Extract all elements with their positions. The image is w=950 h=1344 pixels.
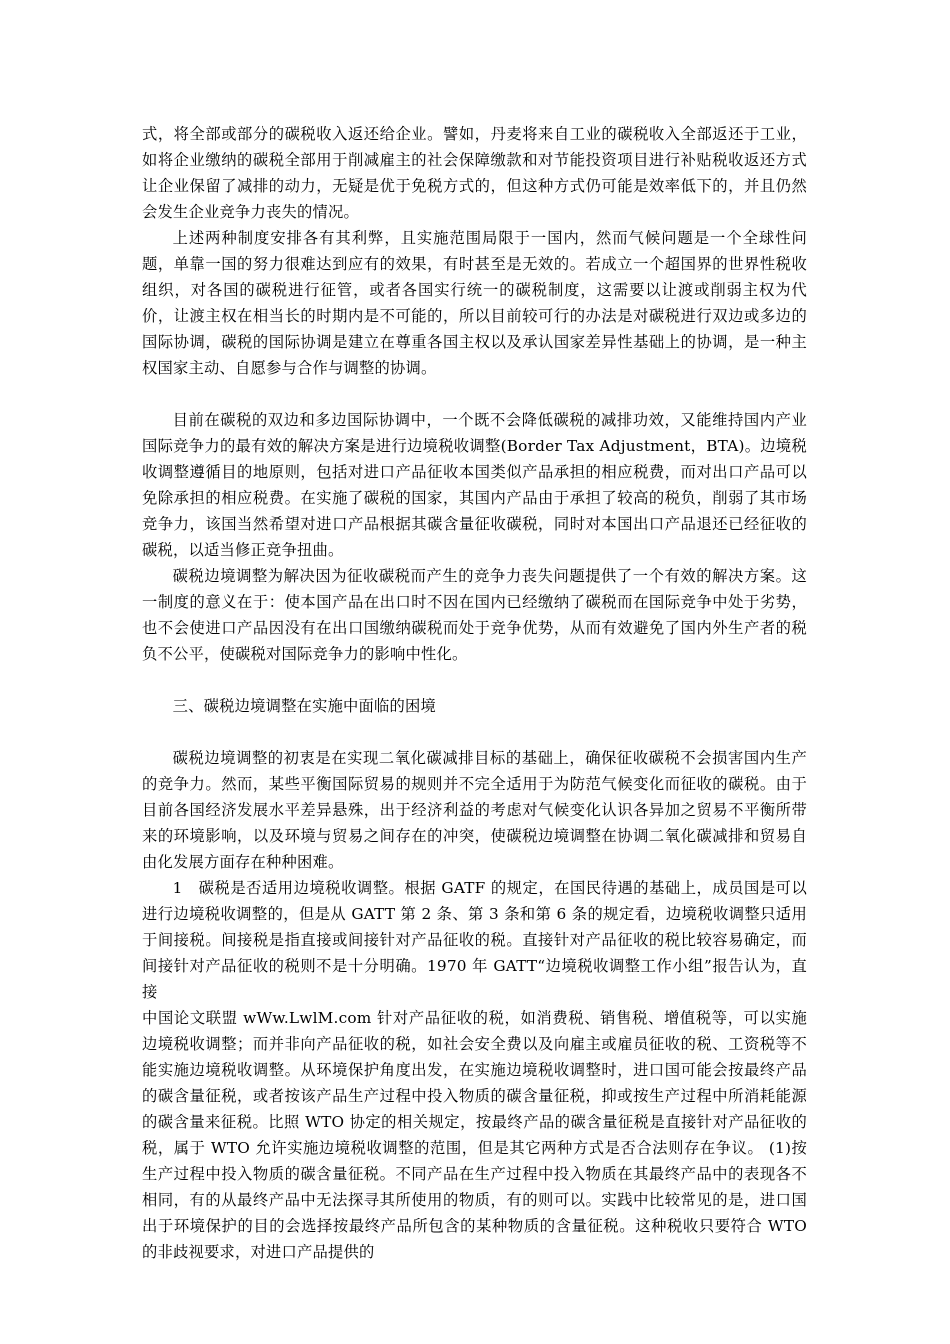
section-heading: 三、碳税边境调整在实施中面临的困境: [172, 697, 437, 715]
paragraph-bta-significance: 碳税边境调整为解决因为征收碳税而产生的竞争力丧失问题提供了一个有效的解决方案。这一制度的意义在于：使本国产品在出口时不因在国内已经缴纳了碳税而在国际竞争中处于劣势，也不会使进口产品因没有在出口国缴纳碳税而处于竞争优势，从而有效避免了国内外生产者的税负不公平，使碳税对国际竞争力的影响中性化。: [142, 567, 807, 663]
paragraph-difficulties: 碳税边境调整的初衷是在实现二氧化碳减排目标的基础上，确保征收碳税不会损害国内生产的竞争力。然而，某些平衡国际贸易的规则并不完全适用于为防范气候变化而征收的碳税。由于目前各国经济发展水平差异悬殊，出于经济利益的考虑对气候变化认识各异加之贸易不平衡所带来的环境影响，以及环境与贸易之间存在的冲突，使碳税边境调整在协调二氧化碳减排和贸易自由化发展方面存在种种困难。: [142, 749, 807, 871]
paragraph-point-1-continued: 中国论文联盟 wWw.LwlM.com 针对产品征收的税，如消费税、销售税、增值税等，可以实施边境税收调整；而并非向产品征收的税，如社会安全费以及向雇主或雇员征收的税、工资税等不能实施边境税收调整。从环境保护角度出发，在实施边境税收调整时，进口国可能会按最终产品的碳含量征税，或者按该产品生产过程中投入物质的碳含量征税，抑或按生产过程中所消耗能源的碳含量来征税。比照 WTO 协定的相关规定，按最终产品的碳含量征税是直接针对产品征收的税，属于 WTO 允许实施边境税收调整的范围，但是其它两种方式是否合法则存在争议。 (1)按生产过程中投入物质的碳含量征税。不同产品在生产过程中投入物质在其最终产品中的表现各不相同，有的从最终产品中无法探寻其所使用的物质，有的则可以。实践中比较常见的是，进口国出于环境保护的目的会选择按最终产品所包含的某种物质的含量征税。这种税收只要符合 WTO 的非歧视要求，对进口产品提供的: [142, 1009, 807, 1261]
paragraph-point-1: 1 碳税是否适用边境税收调整。根据 GATF 的规定，在国民待遇的基础上，成员国是可以进行边境税收调整的，但是从 GATT 第 2 条、第 3 条和第 6 条的规定看，边境税收调整只适用于间接税。间接税是指直接或间接针对产品征收的税。直接针对产品征收的税比较容易确定，而间接针对产品征收的税则不是十分明确。1970 年 GATT“边境税收调整工作小组”报告认为，直接: [142, 879, 807, 1001]
document-body: [142, 121, 807, 1265]
paragraph-continued: 式，将全部或部分的碳税收入返还给企业。譬如，丹麦将来自工业的碳税收入全部返还于工业，如将企业缴纳的碳税全部用于削减雇主的社会保障缴款和对节能投资项目进行补贴税收返还方式让企业保留了减排的动力，无疑是优于免税方式的，但这种方式仍可能是效率低下的，并且仍然会发生企业竞争力丧失的情况。: [142, 125, 807, 221]
paragraph-bta-intro: 目前在碳税的双边和多边国际协调中，一个既不会降低碳税的减排功效，又能维持国内产业国际竞争力的最有效的解决方案是进行边境税收调整(Border Tax Adjustment，BTA)。边境税收调整遵循目的地原则，包括对进口产品征收本国类似产品承担的相应税费，而对出口产品可以免除承担的相应税费。在实施了碳税的国家，其国内产品由于承担了较高的税负，削弱了其市场竞争力，该国当然希望对进口产品根据其碳含量征收碳税，同时对本国出口产品退还已经征收的碳税，以适当修正竞争扭曲。: [142, 411, 807, 559]
paragraph-sovereignty: 上述两种制度安排各有其利弊，且实施范围局限于一国内，然而气候问题是一个全球性问题，单靠一国的努力很难达到应有的效果，有时甚至是无效的。若成立一个超国界的世界性税收组织，对各国的碳税进行征管，或者各国实行统一的碳税制度，这需要以让渡或削弱主权为代价，让渡主权在相当长的时期内是不可能的，所以目前较可行的办法是对碳税进行双边或多边的国际协调，碳税的国际协调是建立在尊重各国主权以及承认国家差异性基础上的协调，是一种主权国家主动、自愿参与合作与调整的协调。: [142, 229, 807, 377]
paragraph-spacer: [142, 667, 807, 693]
paragraph-spacer: [142, 719, 807, 745]
paragraph-spacer: [142, 381, 807, 407]
